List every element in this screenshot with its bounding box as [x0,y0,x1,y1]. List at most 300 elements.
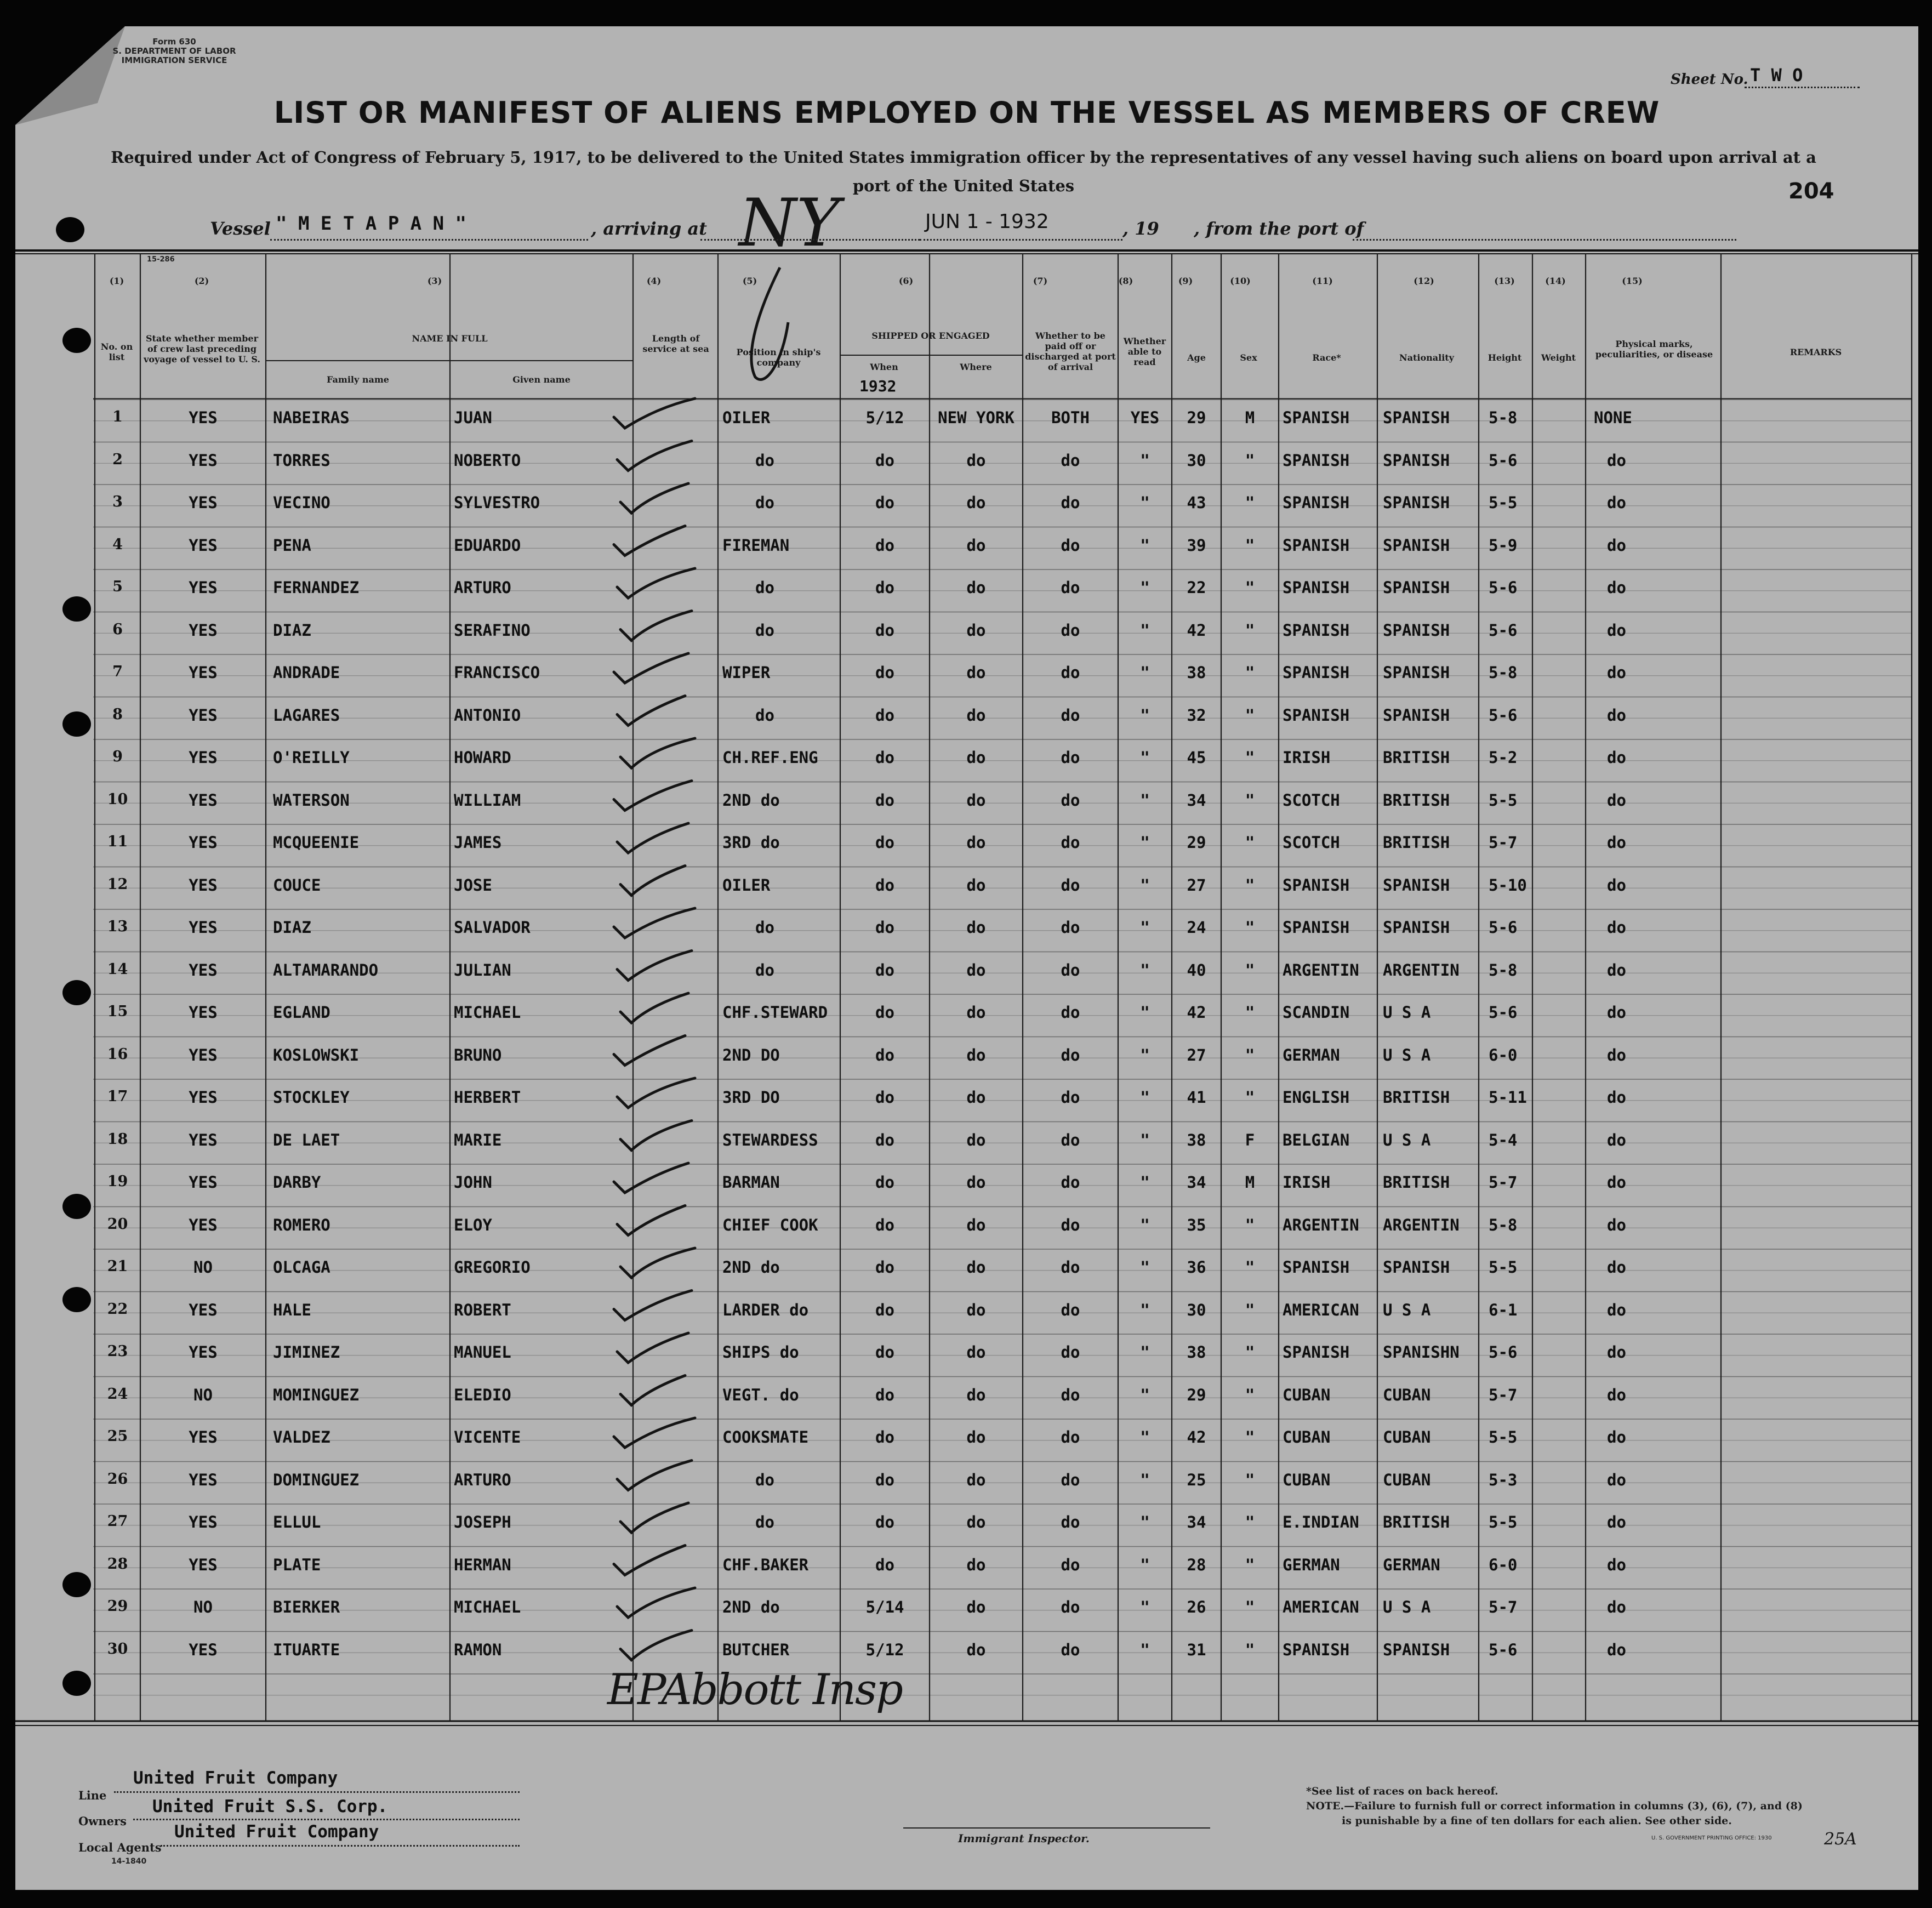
cell-nationality: U S A [1383,1598,1431,1616]
cell-nationality: BRITISH [1383,833,1450,852]
footer-owners-label: Owners [78,1814,127,1828]
cell-height: 5-9 [1489,536,1518,555]
cell-no: 10 [107,790,128,808]
cell-age: 27 [1187,1045,1206,1064]
colnum-13: (13) [1494,276,1515,286]
cell-age: 32 [1187,705,1206,725]
cell-no: 16 [107,1045,128,1063]
arrival-date-stamp: JUN 1 - 1932 [925,210,1049,233]
footer-agents-label: Local Agents [78,1841,162,1854]
cell-height: 5-6 [1489,1640,1518,1659]
cell-age: 26 [1187,1598,1206,1616]
cell-when: do [875,918,894,937]
cell-given: ELOY [454,1215,492,1234]
cell-prev: YES [189,1640,218,1659]
cell-marks: do [1607,1470,1626,1489]
cell-paid: do [1061,1088,1080,1107]
cell-marks: do [1607,1343,1626,1362]
footer-note-penalty: NOTE.—Failure to furnish full or correct information in columns (3), (6), (7), and (8) [1306,1800,1803,1812]
colnum-10: (10) [1230,276,1251,286]
cell-position: do [755,1470,774,1489]
cell-prev: YES [189,493,218,512]
cell-position: 2ND do [722,1258,780,1277]
cell-nationality: ARGENTIN [1383,1215,1460,1234]
footer-agents-code: 14-1840 [111,1857,147,1866]
cell-marks: do [1607,1300,1626,1319]
cell-read: " [1140,1003,1150,1022]
cell-no: 19 [107,1173,128,1190]
cell-when: do [875,1385,894,1404]
cell-sex: " [1245,748,1255,767]
cell-nationality: SPANISH [1383,536,1450,555]
printer-line: U. S. GOVERNMENT PRINTING OFFICE: 1930 [1651,1835,1772,1841]
cell-where: do [966,451,986,470]
cell-prev: YES [189,620,218,640]
cell-nationality: SPANISH [1383,1258,1450,1277]
cell-sex: " [1245,1215,1255,1234]
cell-paid: do [1061,1513,1080,1531]
cell-age: 30 [1187,451,1206,470]
cell-position: FIREMAN [722,536,790,555]
cell-paid: do [1061,1470,1080,1489]
cell-nationality: GERMAN [1383,1555,1440,1574]
cell-height: 5-6 [1489,451,1518,470]
cell-age: 34 [1187,790,1206,810]
cell-family: O'REILLY [273,748,350,767]
cell-family: DARBY [273,1173,321,1192]
cell-race: SPANISH [1283,1258,1350,1277]
cell-family: DOMINGUEZ [273,1470,360,1489]
cell-no: 28 [107,1555,128,1573]
cell-race: CUBAN [1283,1385,1331,1404]
cell-age: 45 [1187,748,1206,767]
cell-marks: do [1607,451,1626,470]
cell-height: 6-0 [1489,1045,1518,1064]
cell-nationality: U S A [1383,1300,1431,1319]
cell-marks: do [1607,620,1626,640]
cell-age: 38 [1187,1130,1206,1149]
cell-prev: YES [189,1513,218,1531]
colnum-2: (2) [194,276,209,286]
cell-where: do [966,1640,986,1659]
cell-sex: " [1245,1258,1255,1277]
cell-race: SPANISH [1283,918,1350,937]
cell-given: HOWARD [454,748,511,767]
cell-read: " [1140,918,1150,937]
cell-where: do [966,1045,986,1064]
cell-no: 26 [107,1470,128,1488]
cell-position: 3RD do [722,833,780,852]
cell-family: COUCE [273,875,321,895]
cell-sex: " [1245,875,1255,895]
cell-position: WIPER [722,663,771,682]
binder-hole [62,711,91,737]
cell-prev: YES [189,960,218,979]
cell-family: ALTAMARANDO [273,960,379,979]
cell-prev: YES [189,1088,218,1107]
cell-given: SYLVESTRO [454,493,540,512]
cell-position: 3RD DO [722,1088,780,1107]
cell-sex: " [1245,1300,1255,1319]
cell-sex: " [1245,960,1255,979]
cell-given: ELEDIO [454,1385,511,1404]
vessel-label: Vessel [210,218,271,239]
cell-where: do [966,578,986,597]
colnum-12: (12) [1414,276,1434,286]
cell-race: IRISH [1283,1173,1331,1192]
cell-no: 15 [107,1003,128,1020]
cell-race: SPANISH [1283,620,1350,640]
cell-position: COOKSMATE [722,1428,809,1446]
arriving-port: NY [739,185,840,261]
inspector-label: Immigrant Inspector. [958,1832,1090,1845]
cell-read: " [1140,1215,1150,1234]
cell-family: PENA [273,536,311,555]
cell-where: do [966,1343,986,1362]
cell-age: 42 [1187,1428,1206,1446]
cell-age: 24 [1187,918,1206,937]
cell-height: 5-8 [1489,960,1518,979]
cell-race: SPANISH [1283,1343,1350,1362]
cell-nationality: BRITISH [1383,1173,1450,1192]
cell-no: 13 [107,918,128,935]
cell-paid: do [1061,578,1080,597]
cell-when: 5/14 [865,1598,904,1616]
cell-sex: " [1245,1428,1255,1446]
cell-height: 5-5 [1489,493,1518,512]
cell-when: do [875,578,894,597]
cell-nationality: SPANISH [1383,578,1450,597]
cell-given: JOHN [454,1173,492,1192]
cell-when: do [875,960,894,979]
cell-position: STEWARDESS [722,1130,818,1149]
cell-when: do [875,875,894,895]
cell-when: do [875,1555,894,1574]
binder-hole [62,1572,91,1597]
cell-where: do [966,875,986,895]
binder-hole [62,328,91,353]
cell-family: VALDEZ [273,1428,330,1446]
cell-paid: do [1061,1640,1080,1659]
cell-paid: do [1061,1598,1080,1616]
cell-marks: do [1607,1428,1626,1446]
cell-sex: " [1245,493,1255,512]
header-given-name: Given name [512,374,571,385]
header-remarks: REMARKS [1789,347,1842,357]
cell-position: 2ND do [722,790,780,810]
cell-no: 9 [112,748,123,765]
binder-hole [62,980,91,1005]
cell-paid: do [1061,1555,1080,1574]
cell-paid: do [1061,620,1080,640]
cell-family: MOMINGUEZ [273,1385,360,1404]
cell-given: JULIAN [454,960,511,979]
cell-where: do [966,1173,986,1192]
cell-position: OILER [722,408,771,427]
cell-no: 22 [107,1300,128,1318]
cell-position: CHIEF COOK [722,1215,818,1234]
cell-sex: " [1245,1385,1255,1404]
footer-note-races: *See list of races on back hereof. [1306,1785,1498,1797]
cell-position: do [755,578,774,597]
cell-marks: do [1607,1598,1626,1616]
cell-height: 5-8 [1489,1215,1518,1234]
cell-when: do [875,451,894,470]
cell-prev: YES [189,790,218,810]
page-number: 204 [1788,179,1834,204]
cell-read: " [1140,1470,1150,1489]
footer-agents-underline [161,1845,520,1847]
cell-when: do [875,1470,894,1489]
cell-given: HERBERT [454,1088,521,1107]
cell-where: do [966,705,986,725]
cell-family: WATERSON [273,790,350,810]
cell-prev: YES [189,663,218,682]
cell-paid: do [1061,1045,1080,1064]
cell-family: ELLUL [273,1513,321,1531]
cell-no: 5 [112,578,123,595]
cell-age: 39 [1187,536,1206,555]
cell-where: do [966,1215,986,1234]
cell-prev: YES [189,1555,218,1574]
cell-where: do [966,620,986,640]
cell-race: IRISH [1283,748,1331,767]
cell-read: " [1140,1428,1150,1446]
header-able-to-read: Whether able to read [1123,336,1166,367]
cell-marks: do [1607,705,1626,725]
colnum-5: (5) [742,276,757,286]
cell-height: 5-6 [1489,1343,1518,1362]
cell-given: JOSEPH [454,1513,511,1531]
cell-when: do [875,1258,894,1277]
cell-family: STOCKLEY [273,1088,350,1107]
cell-prev: YES [189,705,218,725]
cell-nationality: CUBAN [1383,1385,1431,1404]
cell-position: BARMAN [722,1173,780,1192]
cell-nationality: SPANISH [1383,918,1450,937]
colnum-7: (7) [1033,276,1048,286]
cell-age: 36 [1187,1258,1206,1277]
corner-mark: 25A [1824,1830,1857,1849]
cell-height: 5-6 [1489,918,1518,937]
cell-where: NEW YORK [938,408,1015,427]
cell-where: do [966,833,986,852]
cell-sex: F [1245,1130,1255,1149]
cell-height: 5-8 [1489,408,1518,427]
cell-read: " [1140,578,1150,597]
footer-owners-underline [133,1819,520,1820]
cell-when: do [875,1300,894,1319]
sheet-number: T W O [1750,65,1803,86]
cell-given: BRUNO [454,1045,502,1064]
cell-height: 5-6 [1489,705,1518,725]
cell-marks: do [1607,663,1626,682]
cell-paid: do [1061,1003,1080,1022]
cell-no: 24 [107,1385,128,1403]
cell-family: DIAZ [273,918,311,937]
cell-height: 5-6 [1489,1003,1518,1022]
footer-owners-value: United Fruit S.S. Corp. [152,1797,388,1816]
cell-where: do [966,1088,986,1107]
footer-line-label: Line [78,1789,107,1802]
cell-age: 27 [1187,875,1206,895]
cell-given: SERAFINO [454,620,531,640]
manifest-sheet [15,26,1918,1890]
header-when: When [870,362,898,372]
cell-paid: do [1061,790,1080,810]
cell-age: 38 [1187,663,1206,682]
cell-paid: do [1061,1343,1080,1362]
cell-race: BELGIAN [1283,1130,1350,1149]
cell-marks: do [1607,1003,1626,1022]
cell-read: " [1140,620,1150,640]
cell-nationality: SPANISH [1383,408,1450,427]
cell-nationality: ARGENTIN [1383,960,1460,979]
cell-height: 5-7 [1489,1173,1518,1192]
cell-family: BIERKER [273,1598,340,1616]
cell-position: VEGT. do [722,1385,799,1404]
cell-height: 5-7 [1489,1385,1518,1404]
cell-race: SPANISH [1283,1640,1350,1659]
cell-no: 27 [107,1513,128,1530]
cell-given: HERMAN [454,1555,511,1574]
cell-age: 40 [1187,960,1206,979]
cell-no: 4 [112,536,123,553]
cell-sex: " [1245,1343,1255,1362]
cell-no: 8 [112,705,123,723]
cell-position: CHF.BAKER [722,1555,809,1574]
colnum-11: (11) [1312,276,1333,286]
cell-height: 5-6 [1489,620,1518,640]
cell-no: 20 [107,1215,128,1233]
cell-prev: NO [193,1258,213,1277]
binder-hole [62,1194,91,1219]
cell-given: SALVADOR [454,918,531,937]
cell-nationality: U S A [1383,1003,1431,1022]
cell-no: 23 [107,1343,128,1360]
cell-age: 38 [1187,1343,1206,1362]
binder-hole [62,1287,91,1312]
cell-age: 29 [1187,408,1206,427]
cell-height: 5-2 [1489,748,1518,767]
cell-given: RAMON [454,1640,502,1659]
header-when-year: 1932 [859,377,897,395]
colnum-6: (6) [898,276,914,286]
cell-race: SPANISH [1283,408,1350,427]
cell-nationality: BRITISH [1383,1513,1450,1531]
cell-marks: do [1607,1258,1626,1277]
cell-when: do [875,536,894,555]
cell-sex: " [1245,1088,1255,1107]
cell-marks: do [1607,918,1626,937]
cell-height: 5-5 [1489,1428,1518,1446]
cell-no: 11 [107,833,128,850]
cell-read: " [1140,1173,1150,1192]
cell-sex: " [1245,918,1255,937]
cell-height: 5-8 [1489,663,1518,682]
header-length-of-service: Length of service at sea [642,333,709,354]
service-name: IMMIGRATION SERVICE [121,55,227,65]
cell-age: 29 [1187,833,1206,852]
binder-hole [62,596,91,622]
cell-when: 5/12 [865,1640,904,1659]
cell-where: do [966,918,986,937]
cell-sex: " [1245,1598,1255,1616]
cell-prev: NO [193,1385,213,1404]
cell-paid: do [1061,1428,1080,1446]
cell-family: KOSLOWSKI [273,1045,360,1064]
colnum-4: (4) [646,276,662,286]
cell-paid: do [1061,1385,1080,1404]
cell-paid: do [1061,451,1080,470]
cell-prev: NO [193,1598,213,1616]
cell-given: MICHAEL [454,1598,521,1616]
cell-age: 34 [1187,1513,1206,1531]
cell-family: VECINO [273,493,330,512]
cell-when: do [875,1088,894,1107]
cell-read: " [1140,663,1150,682]
cell-nationality: U S A [1383,1130,1431,1149]
cell-race: ARGENTIN [1283,960,1359,979]
cell-no: 29 [107,1598,128,1615]
colnum-15: (15) [1622,276,1643,286]
cell-race: SPANISH [1283,705,1350,725]
cell-given: JOSE [454,875,492,895]
cell-given: ARTURO [454,1470,511,1489]
cell-position: do [755,918,774,937]
cell-position: do [755,451,774,470]
cell-when: do [875,1215,894,1234]
cell-given: ARTURO [454,578,511,597]
cell-race: CUBAN [1283,1470,1331,1489]
cell-where: do [966,536,986,555]
cell-no: 3 [112,493,123,510]
cell-race: SPANISH [1283,451,1350,470]
vessel-name: " M E T A P A N " [276,213,466,235]
cell-marks: NONE [1594,408,1632,427]
cell-marks: do [1607,1215,1626,1234]
cell-height: 5-7 [1489,1598,1518,1616]
cell-race: SCOTCH [1283,790,1340,810]
cell-age: 41 [1187,1088,1206,1107]
cell-sex: " [1245,833,1255,852]
cell-prev: YES [189,1173,218,1192]
cell-paid: do [1061,1215,1080,1234]
cell-where: do [966,1598,986,1616]
cell-prev: YES [189,1300,218,1319]
cell-family: LAGARES [273,705,340,725]
cell-paid: do [1061,918,1080,937]
cell-sex: " [1245,1470,1255,1489]
cell-given: GREGORIO [454,1258,531,1277]
cell-family: HALE [273,1300,311,1319]
header-sex: Sex [1240,352,1257,363]
cell-when: do [875,790,894,810]
cell-no: 18 [107,1130,128,1148]
cell-read: " [1140,451,1150,470]
cell-height: 5-4 [1489,1130,1518,1149]
cell-height: 5-6 [1489,578,1518,597]
cell-position: do [755,960,774,979]
cell-marks: do [1607,790,1626,810]
cell-family: JIMINEZ [273,1343,340,1362]
cell-age: 42 [1187,1003,1206,1022]
cell-no: 7 [112,663,123,680]
colnum-1: (1) [109,276,124,286]
header-shipped-engaged: SHIPPED OR ENGAGED [871,331,990,341]
cell-sex: " [1245,663,1255,682]
cell-position: SHIPS do [722,1343,799,1362]
